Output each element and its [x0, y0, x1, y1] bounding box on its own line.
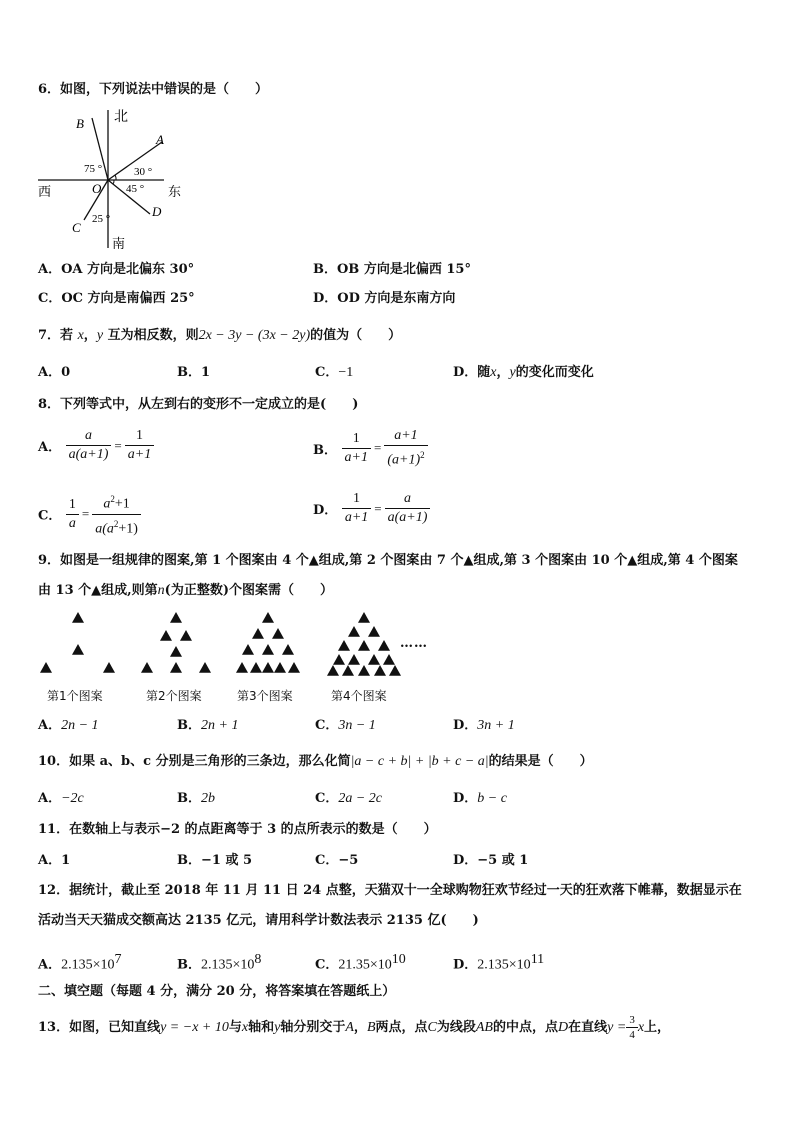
q8-option-d-label: D． — [313, 503, 338, 518]
triangle-mark — [262, 662, 274, 673]
q10-option-c — [315, 791, 382, 807]
q13-point-b: B — [366, 1020, 376, 1035]
triangle-mark — [274, 662, 286, 673]
q9-option-d-value: 3n + 1 — [477, 718, 515, 733]
q12-option-b-label: B． — [177, 957, 201, 973]
numerator: 1 — [66, 497, 79, 515]
triangle-mark — [242, 644, 254, 655]
triangle-mark — [389, 665, 401, 676]
q12-option-a-base: 2.135×10 — [61, 957, 115, 973]
q13-stem — [38, 1014, 670, 1041]
angle-label-75: 75 ° — [84, 163, 103, 175]
q9-option-a-value: 2n − 1 — [61, 718, 99, 733]
numerator: a — [385, 491, 431, 509]
q7-option-c-label: C． — [315, 365, 339, 380]
q9-option-c-label: C． — [315, 718, 339, 733]
triangle-mark — [348, 626, 360, 637]
q6-option-c: C．OC 方向是南偏西 25° — [38, 291, 195, 306]
q13-var-x: x — [241, 1020, 249, 1035]
triangle-mark — [288, 662, 300, 673]
q8-option-d — [313, 491, 430, 526]
q12-option-c-label: C． — [315, 957, 339, 973]
denominator: a(a+1) — [68, 447, 109, 462]
q13-var-x2: x — [637, 1020, 645, 1035]
q8-option-c — [38, 491, 141, 537]
numerator: a — [66, 428, 112, 446]
label-b: B — [76, 116, 84, 131]
q9-stem-line2 — [38, 583, 333, 599]
section-heading-fill-blank: 二、填空题（每题 4 分，满分 20 分，将答案填在答题纸上） — [38, 984, 396, 999]
q13-line2-lhs: y = — [607, 1020, 627, 1035]
q8c-left-fraction — [66, 497, 79, 532]
q7-option-d-comma: ， — [496, 365, 510, 380]
q8-option-a — [38, 428, 154, 463]
q12-option-d-exponent: 11 — [530, 952, 545, 967]
label-d: D — [152, 204, 162, 219]
q11-option-d: D．−5 或 1 — [453, 853, 529, 868]
triangle-mark — [358, 640, 370, 651]
q11-option-b: B．−1 或 5 — [177, 853, 253, 868]
q9-option-c — [315, 718, 376, 734]
q10-option-b-value: 2b — [201, 791, 215, 806]
denominator: a — [68, 515, 76, 531]
q10-option-a — [38, 791, 84, 807]
q13-point-d: D — [558, 1020, 569, 1035]
label-west: 西 — [38, 184, 52, 199]
q7-option-b: B．1 — [177, 365, 211, 380]
q12-option-a — [38, 952, 122, 973]
q9-option-b-label: B． — [177, 718, 201, 733]
q8a-right-fraction — [125, 428, 154, 463]
q13-text: 的中点，点 — [492, 1020, 558, 1035]
q12-option-b-base: 2.135×10 — [201, 957, 255, 973]
q8b-left-fraction — [342, 431, 371, 466]
denominator-base: a(a — [95, 521, 114, 537]
denominator: a+1 — [344, 449, 368, 465]
triangle-mark — [378, 640, 390, 651]
q7-option-a: A．0 — [38, 365, 71, 380]
q12-option-d-label: D． — [453, 957, 478, 973]
label-east: 东 — [168, 184, 182, 199]
q8-option-b — [313, 428, 428, 469]
triangle-mark — [170, 662, 182, 673]
triangle-mark — [252, 628, 264, 639]
q10-option-a-label: A． — [38, 791, 62, 806]
q9-option-a-label: A． — [38, 718, 62, 733]
numerator-base: a — [103, 496, 111, 512]
q13-text: 上， — [644, 1020, 671, 1035]
numerator: 1 — [342, 491, 371, 509]
numerator: 3 — [626, 1014, 638, 1028]
q12-option-b — [177, 952, 261, 973]
q10-option-a-value: −2c — [61, 791, 84, 806]
triangle-mark — [358, 612, 370, 623]
q13-segment-ab: AB — [475, 1020, 493, 1035]
q9-pattern-label-4: 第4个图案 — [331, 689, 387, 703]
triangle-mark — [180, 630, 192, 641]
q13-point-a: A — [345, 1020, 354, 1035]
q8d-left-fraction — [342, 491, 371, 526]
q7-option-d-tail: 的变化而变化 — [515, 365, 594, 380]
exponent-2: 2 — [110, 494, 115, 504]
q9-line2-a: 由 13 个▲组成,则第 — [38, 583, 158, 598]
triangle-mark — [199, 662, 211, 673]
q6-option-d: D．OD 方向是东南方向 — [313, 291, 456, 306]
triangle-mark — [338, 640, 350, 651]
q11-option-c: C．−5 — [315, 853, 359, 868]
triangle-mark — [170, 646, 182, 657]
triangle-mark — [236, 662, 248, 673]
label-a: A — [156, 132, 164, 147]
q7-option-c-value: −1 — [338, 365, 354, 380]
triangle-mark — [342, 665, 354, 676]
triangle-mark — [368, 626, 380, 637]
angle-label-45: 45 ° — [126, 183, 145, 195]
triangle-mark — [103, 662, 115, 673]
q12-option-c — [315, 952, 406, 973]
q13-text: 与 — [228, 1020, 242, 1035]
q7-option-d-y: y — [509, 365, 516, 380]
denominator: 4 — [629, 1029, 635, 1041]
q7-option-d-lead: D．随 — [453, 365, 491, 380]
q10-expression: |a − c + b| + |b + c − a| — [350, 754, 489, 769]
q7-var-y: y — [96, 328, 104, 343]
triangle-mark — [141, 662, 153, 673]
q10-option-b — [177, 791, 215, 807]
q13-text: 为线段 — [436, 1020, 476, 1035]
q9-option-b — [177, 718, 238, 734]
q6-compass-figure — [34, 104, 194, 254]
q9-option-c-value: 3n − 1 — [338, 718, 376, 733]
q7-comma: ， — [83, 328, 97, 343]
q6-stem: 6．如图，下列说法中错误的是（ ） — [38, 82, 269, 97]
triangle-mark — [272, 628, 284, 639]
q13-point-c: C — [427, 1020, 437, 1035]
denominator-base: (a+1) — [387, 452, 421, 468]
q7-option-d-x: x — [490, 365, 497, 380]
q7-lead: 7．若 — [38, 328, 74, 343]
q8d-right-fraction — [385, 491, 431, 526]
triangle-mark — [374, 665, 386, 676]
q13-var-y: y — [274, 1020, 281, 1035]
equals-sign: = — [374, 500, 382, 516]
q10-option-b-label: B． — [177, 791, 201, 806]
denominator: a+1 — [344, 510, 369, 525]
q8a-left-fraction — [66, 428, 112, 463]
triangle-mark — [160, 630, 172, 641]
q12-option-a-exponent: 7 — [114, 952, 122, 967]
triangle-mark — [333, 654, 345, 665]
q7-var-x: x — [77, 328, 84, 343]
angle-label-25: 25 ° — [92, 213, 111, 225]
q13-text: ， — [353, 1020, 367, 1035]
exponent-2: 2 — [113, 518, 119, 529]
q12-option-d-base: 2.135×10 — [477, 957, 531, 973]
q10-tail: 的结果是（ ） — [488, 754, 593, 769]
label-c: C — [72, 220, 81, 235]
q9-option-b-value: 2n + 1 — [201, 718, 239, 733]
triangle-mark — [72, 612, 84, 623]
q13-fraction — [626, 1014, 638, 1041]
q12-option-a-label: A． — [38, 957, 62, 973]
triangle-mark — [327, 665, 339, 676]
triangle-mark — [358, 665, 370, 676]
q12-option-b-exponent: 8 — [254, 952, 262, 967]
q10-option-c-value: 2a − 2c — [338, 791, 383, 806]
q9-ellipsis: …… — [400, 636, 428, 651]
triangle-mark — [262, 612, 274, 623]
label-north: 北 — [114, 110, 128, 125]
q12-stem-line1: 12．据统计，截止至 2018 年 11 月 11 日 24 点整，天猫双十一全球购物狂欢节经过一天的狂欢落下帷幕，数据显示在 — [38, 883, 742, 898]
q10-stem — [38, 754, 593, 770]
equals-sign: = — [373, 440, 382, 456]
equals-sign: = — [114, 437, 122, 453]
q7-expression: 2x − 3y − (3x − 2y) — [198, 328, 311, 343]
q13-text: 在直线 — [568, 1020, 608, 1035]
triangle-mark — [262, 644, 274, 655]
q7-option-d — [453, 365, 594, 381]
q6-option-a: A．OA 方向是北偏东 30° — [38, 262, 195, 277]
numerator: $a^2+1$ — [92, 491, 141, 515]
numerator: 1 — [342, 431, 371, 449]
q9-var-n: n — [157, 583, 165, 598]
q10-lead: 10．如果 a、b、c 分别是三角形的三条边，那么化简 — [38, 754, 351, 769]
q9-pattern-label-1: 第1个图案 — [47, 689, 103, 703]
triangle-mark — [383, 654, 395, 665]
q10-option-d-label: D． — [453, 791, 478, 806]
q9-pattern-label-3: 第3个图案 — [237, 689, 293, 703]
q11-option-a: A．1 — [38, 853, 71, 868]
triangle-mark — [72, 644, 84, 655]
denominator: a+1 — [127, 447, 152, 462]
q8c-right-fraction — [92, 491, 141, 537]
q9-line2-b: (为正整数)个图案需（ ） — [164, 583, 333, 598]
denominator — [384, 446, 427, 469]
q12-option-d — [453, 952, 544, 973]
triangle-mark — [368, 654, 380, 665]
denominator: a(a+1) — [387, 510, 428, 525]
numerator: 1 — [125, 428, 154, 446]
q8b-right-fraction — [384, 428, 427, 469]
q9-option-a — [38, 718, 99, 734]
q8-option-c-label: C． — [38, 508, 62, 524]
q7-stem — [38, 328, 401, 344]
q13-text: 轴分别交于 — [280, 1020, 346, 1035]
q12-option-c-base: 21.35×10 — [338, 957, 392, 973]
q12-stem-line2: 活动当天天猫成交额高达 2135 亿元，请用科学计数法表示 2135 亿( ) — [38, 913, 479, 928]
triangle-mark — [250, 662, 262, 673]
triangle-mark — [170, 612, 182, 623]
label-o: O — [92, 181, 102, 196]
q9-pattern-label-2: 第2个图案 — [146, 689, 202, 703]
label-south: 南 — [112, 236, 126, 251]
q8-option-b-label: B． — [313, 442, 337, 458]
numerator: a+1 — [384, 428, 427, 446]
q11-stem: 11．在数轴上与表示−2 的点距离等于 3 的点所表示的数是（ ） — [38, 822, 437, 837]
q7-mid: 互为相反数，则 — [107, 328, 199, 343]
q10-option-d — [453, 791, 507, 807]
q10-option-d-value: b − c — [477, 791, 507, 806]
q13-lead: 13．如图，已知直线 — [38, 1020, 161, 1035]
q13-text: 轴和 — [248, 1020, 275, 1035]
denominator: $a(a^2+1)$ — [95, 518, 138, 537]
q7-option-c — [315, 365, 353, 381]
q7-tail: 的值为（ ） — [310, 328, 402, 343]
q6-option-b: B．OB 方向是北偏西 15° — [313, 262, 471, 277]
q9-option-d-label: D． — [453, 718, 478, 733]
q9-option-d — [453, 718, 515, 734]
triangle-mark — [282, 644, 294, 655]
triangle-mark — [40, 662, 52, 673]
q12-option-c-exponent: 10 — [391, 952, 406, 967]
triangle-mark — [348, 654, 360, 665]
equals-sign: = — [81, 506, 90, 522]
angle-arc-oa — [115, 175, 116, 180]
exponent-2: 2 — [420, 450, 425, 460]
q10-option-c-label: C． — [315, 791, 339, 806]
q13-text: 两点，点 — [375, 1020, 428, 1035]
angle-label-30: 30 ° — [134, 166, 153, 178]
q8-option-a-label: A． — [38, 440, 62, 455]
q9-stem-line1: 9．如图是一组规律的图案,第 1 个图案由 4 个▲组成,第 2 个图案由 7 个▲组成,第 3 个图案由 10 个▲组成,第 4 个图案 — [38, 553, 738, 568]
q8-stem: 8．下列等式中，从左到右的变形不一定成立的是( ) — [38, 397, 359, 412]
q13-line-equation: y = −x + 10 — [160, 1020, 229, 1035]
